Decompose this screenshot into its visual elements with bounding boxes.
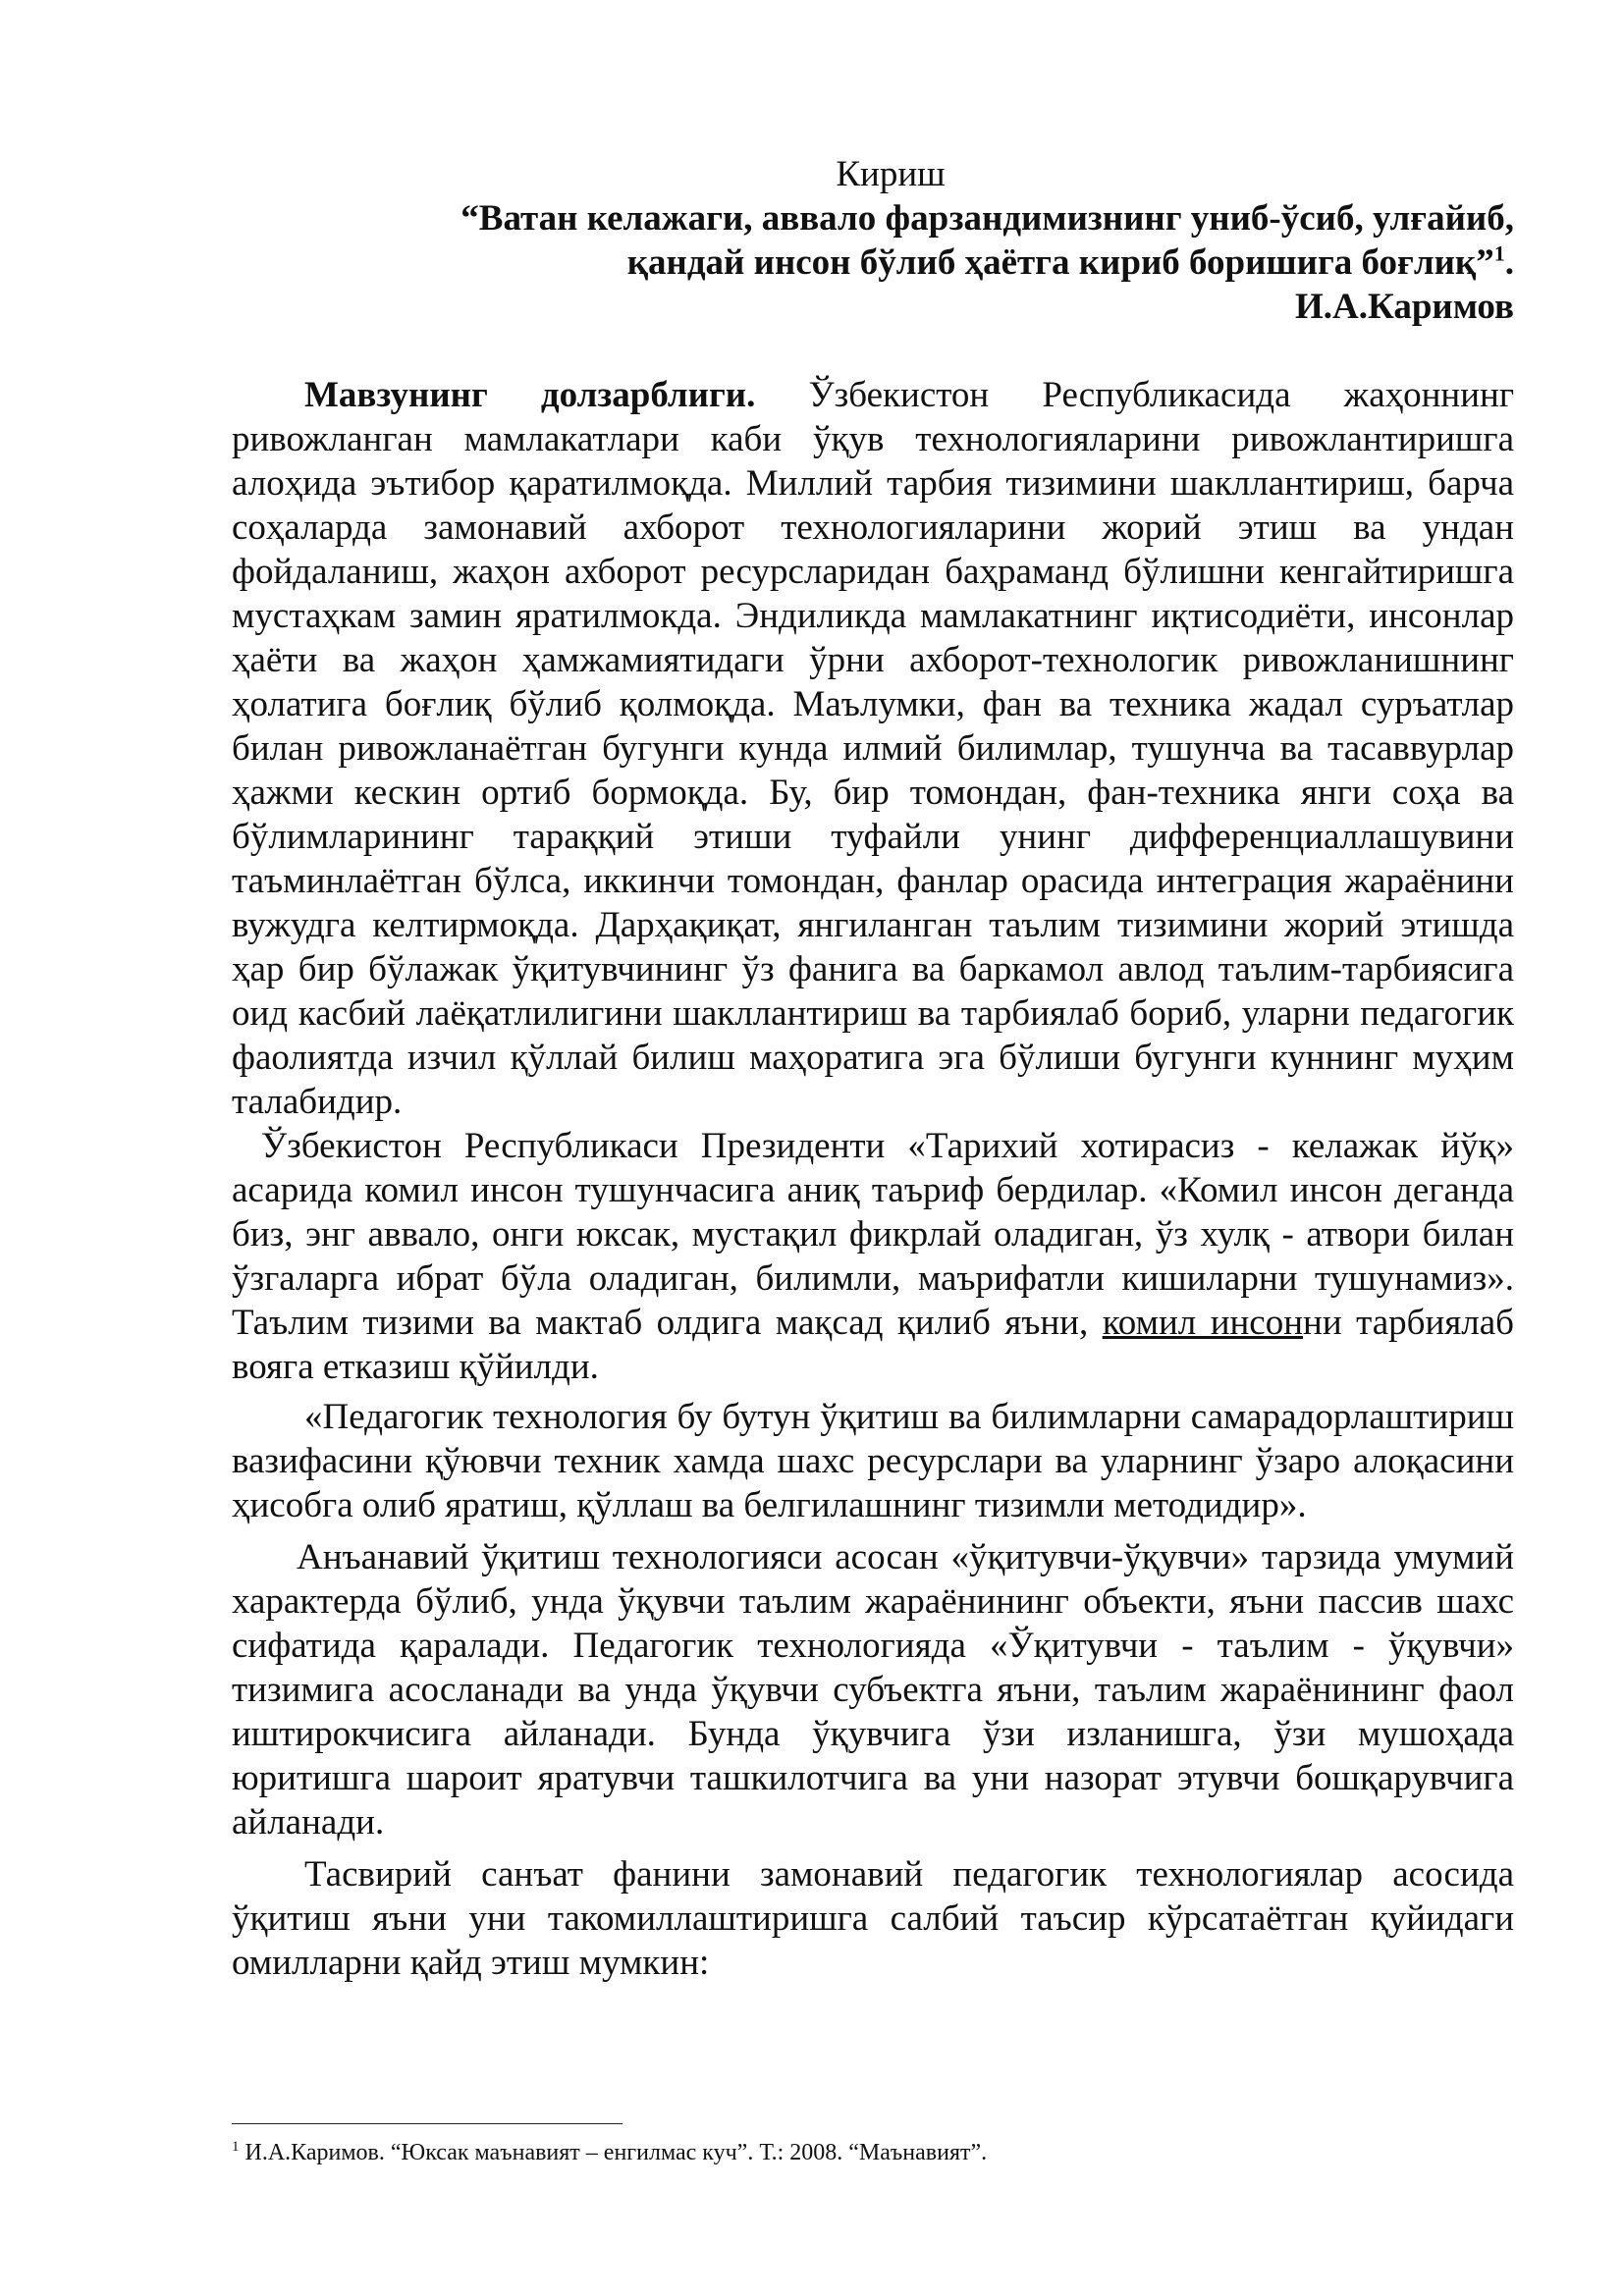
- footnote: [232, 2138, 1514, 2167]
- epigraph-line-2-end: .: [1504, 242, 1514, 283]
- body-text: [232, 373, 1514, 1985]
- epigraph-line-2: [232, 240, 1514, 285]
- epigraph-line-1: “Ватан келажаги, аввало фарзандимизнинг униб-ўсиб, улғайиб,: [460, 198, 1514, 239]
- epigraph-line-2-text: қандай инсон бўлиб ҳаётга кириб боришига боғлиқ”: [626, 242, 1494, 283]
- paragraph-relevance: [232, 373, 1514, 1124]
- paragraph-traditional: Анъанавий ўқитиш технологияси асосан «ўқитувчи-ўқувчи» тарзида умумий характерда бўлиб, унда ўқувчи таълим жараёнининг объекти, яъни пассив шахс сифатида қаралади. Педагогик технологияда «Ўқитувчи - таълим - ўқувчи» тизимига асосланади ва унда ўқувчи субъектга яъни, таълим жараёнининг фаол иштирокчисига айланади. Бунда ўқувчига ўзи изланишга, ўзи мушоҳада юритишга шароит яратувчи ташкилотчига ва уни назорат этувчи бошқарувчига айланади.: [232, 1537, 1514, 1842]
- underlined-term: комил инсон: [1102, 1303, 1304, 1343]
- paragraph-lead: Мавзунинг долзарблиги.: [304, 375, 756, 415]
- section-heading: Кириш: [836, 154, 946, 194]
- paragraph-text: Ўзбекистон Республикаси Президенти «Тарихий хотирасиз - келажак йўқ» асарида комил инсон тушунчасига аниқ таъриф бердилар. «Комил инсон деганда биз, энг аввало, онги юксак, мустақил фикрлай оладиган, ўз хулқ - атвори билан ўзгаларга ибрат бўла оладиган, билимли, маърифатли кишиларни тушунамиз». Таълим тизими ва мактаб олдига мақсад қилиб яъни,: [232, 1126, 1514, 1343]
- epigraph-author: И.А.Каримов: [1294, 287, 1514, 327]
- paragraph-text: ни тарбиялаб вояга етказиш қўйилди.: [232, 1303, 1514, 1387]
- footnote-separator: [232, 2123, 623, 2124]
- paragraph-text: Ўзбекистон Республикасида жаҳоннинг ривожланган мамлакатлари каби ўқув технологияларини ривожлантиришга алоҳида эътибор қаратилмоқда. Миллий тарбия тизимини шакллантириш, барча соҳаларда замонавий ахборот технологияларини жорий этиш ва ундан фойдаланиш, жаҳон ахборот ресурсларидан баҳраманд бўлишни кенгайтиришга мустаҳкам замин яратилмокда. Эндиликда мамлакатнинг иқтисодиёти, инсонлар ҳаёти ва жаҳон ҳамжамиятидаги ўрни ахборот-технологик ривожланишнинг ҳолатига боғлиқ бўлиб қолмоқда. Маълумки, фан ва техника жадал суръатлар билан ривожланаётган бугунги кунда илмий билимлар, тушунча ва тасаввурлар ҳажми кескин ортиб бормоқда. Бу, бир томондан, фан-техника янги соҳа ва бўлимларининг тараққий этиши туфайли унинг дифференциаллашувини таъминлаётган бўлса, иккинчи томондан, фанлар орасида интеграция жараёнини вужудга келтирмоқда. Дарҳақиқат, янгиланган таълим тизимини жорий этишда ҳар бир бўлажак ўқитувчининг ўз фанига ва баркамол авлод таълим-тарбиясига оид касбий лаёқатлилигини шакллантириш ва тарбиялаб бориб, уларни педагогик фаолиятда изчил қўллай билиш маҳоратига эга бўлиши бугунги куннинг муҳим талабидир.: [232, 375, 1514, 1122]
- epigraph: [232, 196, 1514, 329]
- footnote-mark: 1: [232, 2139, 240, 2155]
- paragraph-definition: «Педагогик технология бу бутун ўқитиш ва билимларни самарадорлаштириш вазифасини қўювчи техник хамда шахс ресурслари ва уларнинг ўзаро алоқасини ҳисобга олиб яратиш, қўллаш ва белгилашнинг тизимли методидир».: [232, 1397, 1514, 1525]
- epigraph-footnote-mark: 1: [1493, 240, 1505, 266]
- paragraph-president: [232, 1124, 1514, 1389]
- footnote-text: И.А.Каримов. “Юксак маънавият – енгилмас куч”. Т.: 2008. “Маънавият”.: [239, 2140, 988, 2165]
- paragraph-factors: Тасвирий санъат фанини замонавий педагогик технологиялар асосида ўқитиш яъни уни такомиллаштиришга салбий таъсир кўрсатаётган қуйидаги омилларни қайд этиш мумкин:: [232, 1854, 1514, 1983]
